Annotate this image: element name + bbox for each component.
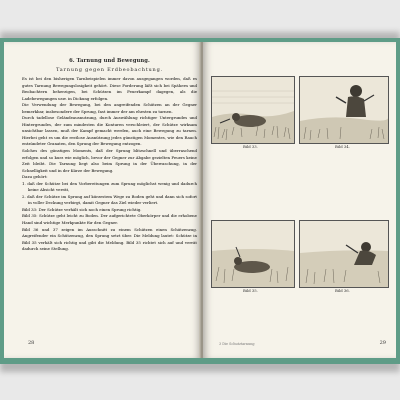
figure-36-illustration: [300, 221, 388, 287]
section-heading: 6. Tarnung und Bewegung.: [69, 58, 150, 64]
figure-36-caption: Bild 36.: [335, 288, 350, 293]
figure-36: [299, 220, 389, 288]
figure-33: [211, 76, 295, 144]
list-item-1: 1. daß der Schütze bei den Vorbereitungen zum Sprung möglichst wenig und dadurch keine Absicht verrät,: [22, 180, 197, 193]
left-page: [4, 42, 201, 358]
paragraph-6: Bild 35: Schütze geht leicht zu Boden. Der aufgerichtete Oberkörper und die erhobene Hand sind wichtige Merkpunkte für den Gegner.: [22, 213, 197, 226]
list-intro: Dazu gehört:: [22, 174, 48, 180]
figure-35-illustration: [212, 221, 294, 287]
paragraph-7: Bild 36 und 37 zeigen im Ausschnitt zu einem Schützen einen Schützenzug. Angreifender ein Schützenzug, den Sprung setzt über. Die Meldung lautet: Schütze in Bild 35 verhält sich richtig und gibt die Meldung. Bild 35 richtet sich auf und verrät dadurch seine Stellung.: [22, 226, 197, 252]
figure-33-caption: Bild 33.: [243, 144, 258, 149]
body-text: [22, 76, 197, 253]
figure-35: [211, 220, 295, 288]
page-number-left: 28: [28, 340, 35, 346]
footer-note: 3 Die Schutztarnung: [219, 342, 255, 346]
paragraph-1: Es ist bei den bisherigen Tarnbeispielen immer davon ausgegangen worden, daß es gutes Tarnung Bewegungslosigkeit gehört. Diese Forderung läßt sich bei Spähern und Beobachtern beherzigen, bei Schützen im Feuerkampf dagegen, als die Ladebewegungen usw. in Dickung erfolgen.: [22, 76, 197, 101]
figure-34: [299, 76, 389, 144]
paragraph-3: Durch tadellose Geländeausnutzung, durch Auswählung richtiger Untergrundes und Hintergrundes, der zum mindesten die Konturen verschleiert, der Schütze wirksam unsichtbar lassen, muß der Kampf gemacht werden, auch eine Bewegung zu tarnen. Hierbei geht es um die restlose Ausnützung jedes günstigen Momentes, wie den Rauch entzündeter Granaten, den Sprung der Bewegung entzogen.: [22, 115, 197, 147]
figure-35-caption: Bild 35.: [243, 288, 258, 293]
section-subheading: Tarnung gegen Erdbeobachtung.: [56, 67, 163, 73]
page-number-right: 29: [379, 340, 386, 346]
paragraph-2: Die Verwendung der Bewegung, bei den angreifenden Schützen an der Gegner bemerkbar, insbesondere der Sprung, fast immer der am ehesten zu tarnen.: [22, 102, 197, 114]
figure-34-illustration: [300, 77, 388, 143]
right-page: [203, 42, 396, 358]
paragraph-5: Bild 33: Der Schütze verhält sich noch einen Sprung richtig.: [22, 206, 142, 212]
list-item-2: 2. daß der Schütze im Sprung auf kürzestem Wege zu Boden geht und dann sich sofort in voller Deckung verbirgt, damit Gegner das Ziel wieder verliert.: [22, 193, 197, 206]
figure-33-illustration: [212, 77, 294, 143]
rules-list: [22, 181, 197, 207]
figure-34-caption: Bild 34.: [335, 144, 350, 149]
paragraph-4: Solches des günstigen Moments, daß der Sprung blitzschnell und überraschend erfolgen und so kurz wie möglich, bevor der Gegner zur Abgabe gezielten Feuers keine Zeit bleibt. Die Tarnung liegt also beim Sprung in der Überraschung, in der Schnelligkeit und in der Kürze der Bewegung.: [22, 148, 197, 173]
